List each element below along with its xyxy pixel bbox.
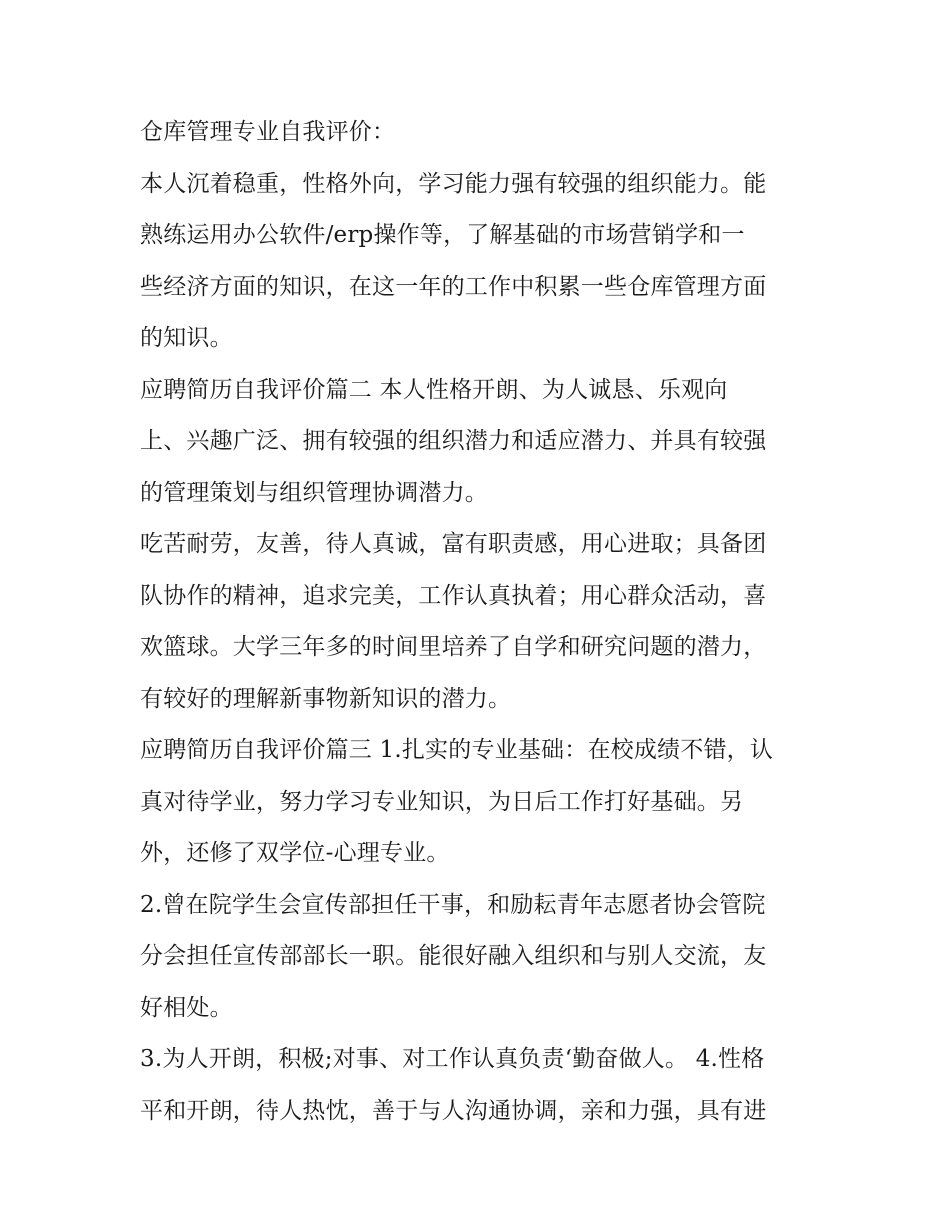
text-line: 上、兴趣广泛、拥有较强的组织潜力和适应潜力、并具有较强 — [140, 428, 767, 454]
text-line: 应聘简历自我评价篇二 本人性格开朗、为人诚恳、乐观向 — [140, 376, 728, 403]
document-body — [140, 112, 820, 1142]
text-line: 2.曾在院学生会宣传部担任干事，和励耘青年志愿者协会管院 — [140, 891, 766, 918]
section-heading: 仓库管理专业自我评价： — [140, 119, 396, 145]
text-line: 的管理策划与组织管理协调潜力。 — [140, 479, 488, 506]
text-line: 分会担任宣传部部长一职。能很好融入组织和与别人交流，友 — [140, 943, 767, 969]
text-line: 的知识。 — [140, 325, 233, 351]
text-line: 欢篮球。大学三年多的时间里培养了自学和研究问题的潜力， — [140, 634, 767, 660]
text-line: 外，还修了双学位-心理专业。 — [140, 840, 450, 866]
text-line: 有较好的理解新事物新知识的潜力。 — [140, 685, 512, 712]
text-line: 本人沉着稳重，性格外向，学习能力强有较强的组织能力。能 — [140, 170, 767, 197]
text-line: 吃苦耐劳，友善，待人真诚，富有职责感，用心进取；具备团 — [140, 531, 767, 557]
text-line: 真对待学业，努力学习专业知识，为日后工作打好基础。另 — [140, 788, 744, 815]
text-line: 熟练运用办公软件/erp操作等，了解基础的市场营销学和一 — [140, 222, 745, 248]
text-line: 应聘简历自我评价篇三 1.扎实的专业基础：在校成绩不错，认 — [140, 737, 774, 763]
text-line: 队协作的精神，追求完美，工作认真执着；用心群众活动，喜 — [140, 582, 767, 609]
text-line: 好相处。 — [140, 994, 233, 1021]
text-line: 些经济方面的知识，在这一年的工作中积累一些仓库管理方面 — [140, 273, 767, 300]
text-line: 平和开朗，待人热忱，善于与人沟通协调，亲和力强，具有进 — [140, 1097, 767, 1124]
text-line: 3.为人开朗，积极;对事、对工作认真负责‘勤奋做人。 4.性格 — [140, 1046, 765, 1072]
